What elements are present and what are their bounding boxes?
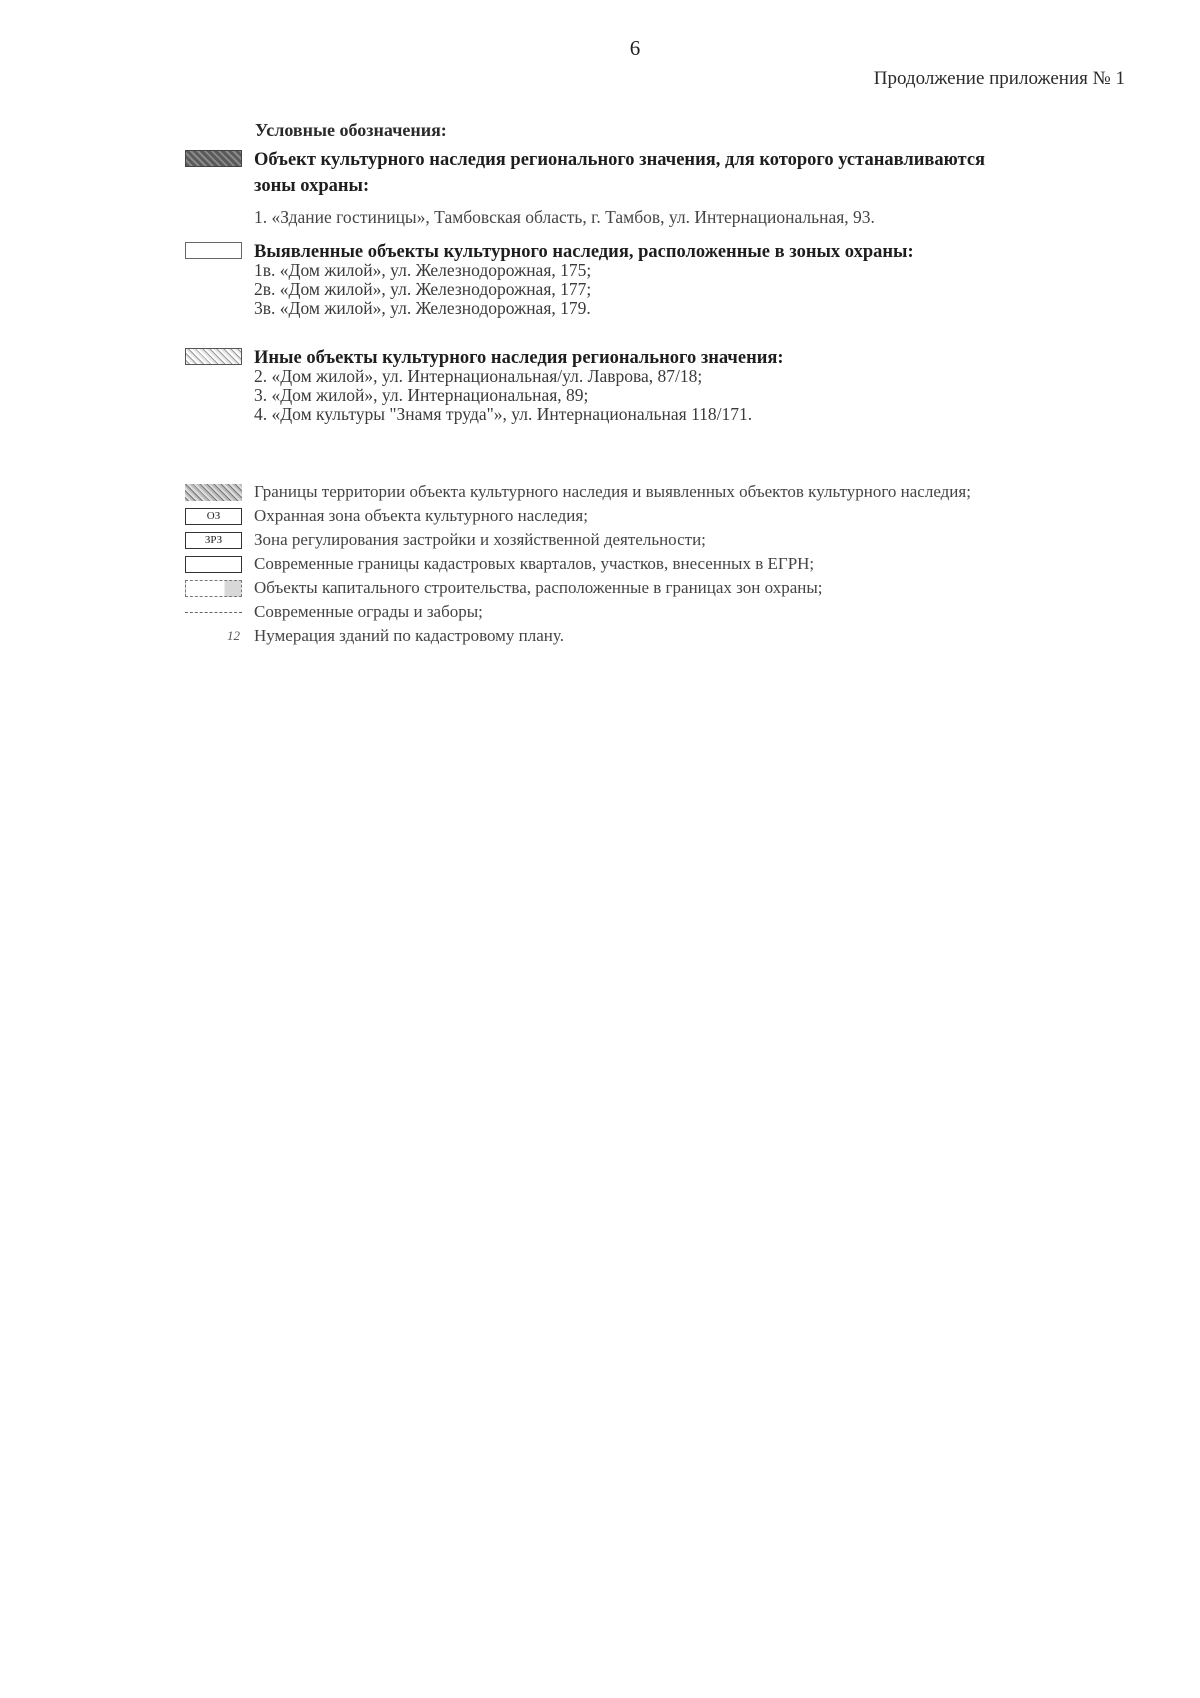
empty-frame-swatch-icon xyxy=(185,242,242,259)
symbol-label: Границы территории объекта культурного наследия и выявленных объектов культурного наследия; xyxy=(254,482,971,501)
list-item: 4. «Дом культуры "Знамя труда"», ул. Интернациональная 118/171. xyxy=(254,404,753,424)
symbol-row-heritage-boundary xyxy=(185,480,1185,504)
group-heading: Выявленные объекты культурного наследия, расположенные в зоных охраны: xyxy=(254,242,914,262)
symbol-row-building-numbering xyxy=(185,624,1185,648)
symbol-row-capital-construction xyxy=(185,576,1185,600)
legend-title: Условные обозначения: xyxy=(255,120,447,140)
dashed-line-icon xyxy=(185,604,242,621)
list-item: 1. «Здание гостиницы», Тамбовская область, г. Тамбов, ул. Интернациональная, 93. xyxy=(254,207,875,227)
symbol-label: Объекты капитального строительства, расположенные в границах зон охраны; xyxy=(254,578,823,597)
legend-group-heritage-object xyxy=(185,147,1165,228)
symbol-row-regulation-zone xyxy=(185,528,1185,552)
symbol-row-cadastral-boundaries xyxy=(185,552,1185,576)
list-item: 3. «Дом жилой», ул. Интернациональная, 89; xyxy=(254,385,589,405)
symbol-label: Зона регулирования застройки и хозяйственной деятельности; xyxy=(254,530,706,549)
protection-zone-code-icon: ОЗ xyxy=(185,508,242,525)
symbol-label: Охранная зона объекта культурного наследия; xyxy=(254,506,588,525)
building-frame-icon xyxy=(185,580,242,597)
symbol-row-protection-zone xyxy=(185,504,1185,528)
dark-hatch-swatch-icon xyxy=(185,150,242,167)
page-number: 6 xyxy=(629,36,641,60)
legend-group-other-objects xyxy=(185,345,1165,424)
symbol-label: Нумерация зданий по кадастровому плану. xyxy=(254,626,564,645)
symbol-label: Современные ограды и заборы; xyxy=(254,602,483,621)
light-hatch-swatch-icon xyxy=(185,348,242,365)
group-heading: Объект культурного наследия регионального значения, для которого устанавливаются xyxy=(254,150,986,170)
list-item: 2в. «Дом жилой», ул. Железнодорожная, 177; xyxy=(254,279,592,299)
group-heading: Иные объекты культурного наследия регионального значения: xyxy=(254,348,784,368)
list-item: 2. «Дом жилой», ул. Интернациональная/ул. Лаврова, 87/18; xyxy=(254,366,703,386)
list-item: 3в. «Дом жилой», ул. Железнодорожная, 179. xyxy=(254,298,591,318)
numbering-example-icon: 12 xyxy=(227,627,240,643)
boundary-hatch-icon xyxy=(185,484,242,501)
regulation-zone-code-icon: ЗРЗ xyxy=(185,532,242,549)
legend-group-identified-objects xyxy=(185,239,1165,318)
group-heading-continuation: зоны охраны: xyxy=(254,176,370,196)
list-item: 1в. «Дом жилой», ул. Железнодорожная, 175; xyxy=(254,260,592,280)
continuation-note: Продолжение приложения № 1 xyxy=(873,68,1125,89)
symbol-row-fences xyxy=(185,600,1185,624)
cadastral-frame-icon xyxy=(185,556,242,573)
symbol-legend xyxy=(185,480,1185,648)
symbol-label: Современные границы кадастровых кварталов, участков, внесенных в ЕГРН; xyxy=(254,554,815,573)
